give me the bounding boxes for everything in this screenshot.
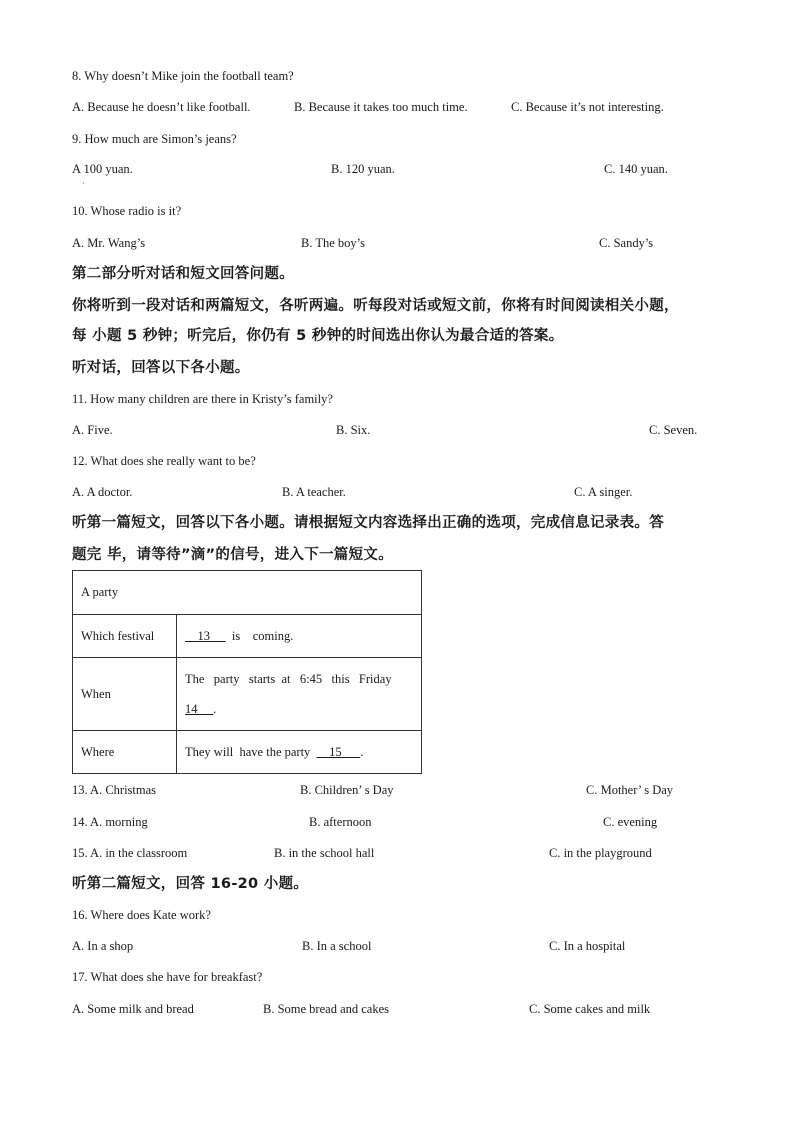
q15-option-b[interactable]: B. in the school hall	[274, 846, 375, 860]
question-16: 16. Where does Kate work?	[72, 908, 211, 922]
passage1-instruction-line2: 题完 毕，请等待”滴”的信号，进入下一篇短文。	[72, 547, 394, 563]
row-value-festival	[177, 615, 422, 658]
when-period: .	[213, 702, 217, 716]
row-label-where: Where	[73, 731, 177, 774]
passage1-instruction-line1: 听第一篇短文，回答以下各小题。请根据短文内容选择出正确的选项，完成信息记录表。答	[72, 515, 664, 531]
q8-option-b[interactable]: B. Because it takes too much time.	[294, 100, 468, 114]
row-label-when: When	[73, 658, 177, 731]
q13-option-a[interactable]: 13. A. Christmas	[72, 783, 157, 797]
dialog-heading: 听对话，回答以下各小题。	[72, 360, 250, 376]
blank-15[interactable]: 15	[316, 744, 361, 759]
q9-option-b[interactable]: B. 120 yuan.	[331, 162, 395, 176]
q11-option-c[interactable]: C. Seven.	[649, 423, 698, 437]
part2-heading: 第二部分听对话和短文回答问题。	[72, 266, 294, 282]
row-label-festival: Which festival	[73, 615, 177, 658]
q14-option-c[interactable]: C. evening	[603, 815, 658, 829]
q14-option-b[interactable]: B. afternoon	[309, 815, 372, 829]
q16-option-b[interactable]: B. In a school	[302, 939, 372, 953]
q9-option-a[interactable]: A 100 yuan.	[72, 162, 133, 176]
blank-13[interactable]: 13	[185, 628, 226, 643]
blank-14[interactable]: 14	[185, 702, 214, 716]
q12-option-b[interactable]: B. A teacher.	[282, 485, 346, 499]
q13-option-b[interactable]: B. Children’ s Day	[300, 783, 394, 797]
question-9: 9. How much are Simon’s jeans?	[72, 132, 237, 146]
where-period: .	[360, 744, 364, 759]
q10-option-c[interactable]: C. Sandy’s	[599, 236, 654, 250]
q10-option-b[interactable]: B. The boy’s	[301, 236, 366, 250]
q12-option-c[interactable]: C. A singer.	[574, 485, 633, 499]
q8-option-c[interactable]: C. Because it’s not interesting.	[511, 100, 664, 114]
q17-option-a[interactable]: A. Some milk and bread	[72, 1002, 194, 1016]
q10-option-a[interactable]: A. Mr. Wang’s	[72, 236, 146, 250]
q16-option-a[interactable]: A. In a shop	[72, 939, 134, 953]
q17-option-b[interactable]: B. Some bread and cakes	[263, 1002, 390, 1016]
q17-option-c[interactable]: C. Some cakes and milk	[529, 1002, 651, 1016]
passage2-heading: 听第二篇短文，回答 16-20 小题。	[72, 876, 309, 892]
table-title: A party	[73, 571, 422, 615]
row-value-when	[177, 658, 422, 731]
row-value-where	[177, 731, 422, 774]
question-17: 17. What does she have for breakfast?	[72, 970, 263, 984]
q16-option-c[interactable]: C. In a hospital	[549, 939, 626, 953]
q15-option-c[interactable]: C. in the playground	[549, 846, 652, 860]
q9-option-c[interactable]: C. 140 yuan.	[604, 162, 668, 176]
q14-option-a[interactable]: 14. A. morning	[72, 815, 148, 829]
question-12: 12. What does she really want to be?	[72, 454, 256, 468]
part2-instruction-line2: 每 小题 5 秒钟；听完后，你仍有 5 秒钟的时间选出你认为最合适的答案。	[72, 328, 564, 344]
q15-option-a[interactable]: 15. A. in the classroom	[72, 846, 188, 860]
question-10: 10. Whose radio is it?	[72, 204, 182, 218]
info-record-table	[72, 570, 422, 774]
festival-text: is coming.	[225, 628, 294, 643]
question-8: 8. Why doesn’t Mike join the football team?	[72, 69, 294, 83]
question-11: 11. How many children are there in Kristy’s family?	[72, 392, 333, 406]
q8-option-a[interactable]: A. Because he doesn’t like football.	[72, 100, 251, 114]
q11-option-a[interactable]: A. Five.	[72, 423, 113, 437]
part2-instruction-line1: 你将听到一段对话和两篇短文，各听两遍。听每段对话或短文前，你将有时间阅读相关小题，	[72, 298, 679, 314]
q12-option-a[interactable]: A. A doctor.	[72, 485, 133, 499]
q13-option-c[interactable]: C. Mother’ s Day	[586, 783, 674, 797]
q11-option-b[interactable]: B. Six.	[336, 423, 371, 437]
when-text: The party starts at 6:45 this Friday	[185, 672, 392, 686]
where-text: They will have the party	[185, 744, 317, 759]
stray-mark: ·	[82, 179, 85, 188]
